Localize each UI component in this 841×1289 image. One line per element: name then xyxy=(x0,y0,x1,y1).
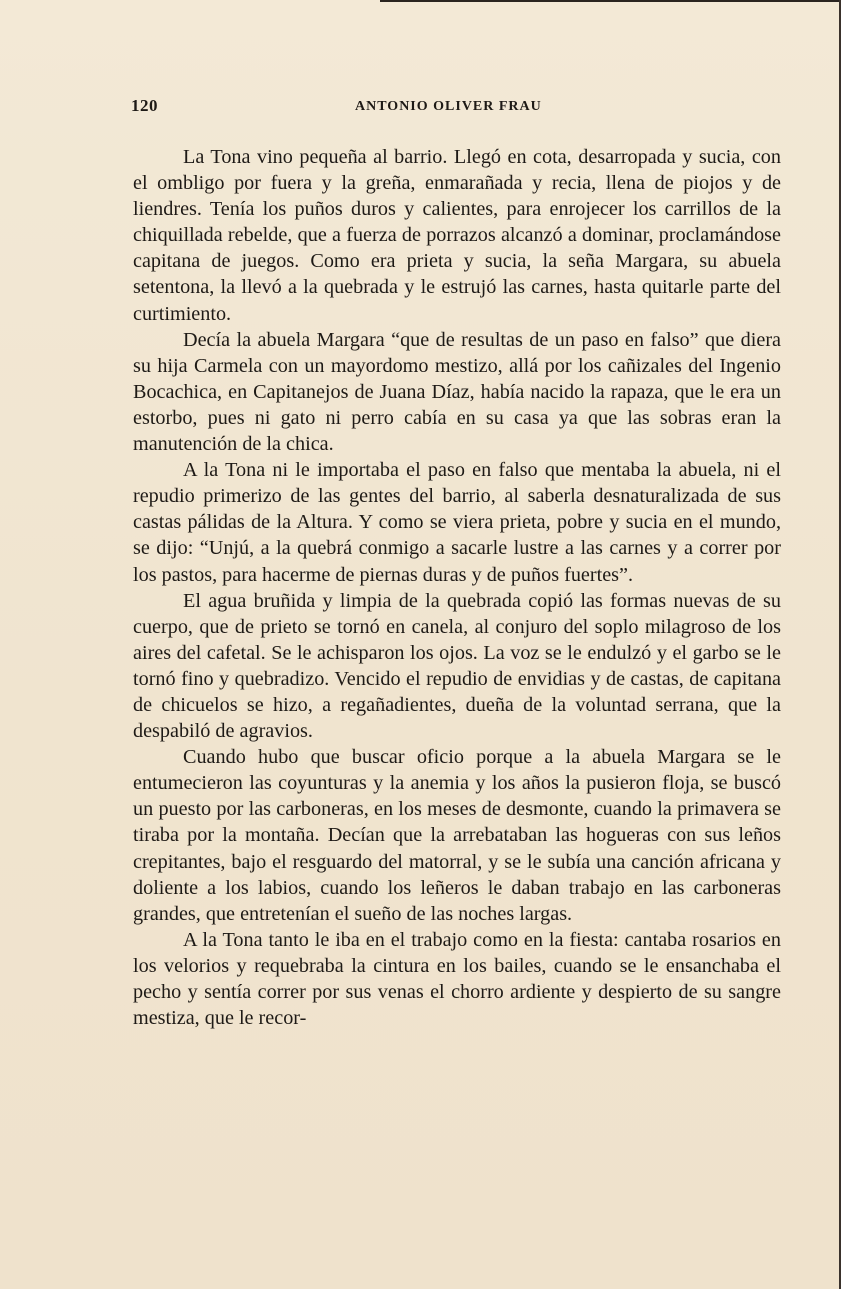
body-text xyxy=(133,144,781,1031)
paragraph: Cuando hubo que buscar oficio porque a la abuela Margara se le entumecieron las coyunturas y la anemia y los años la pusieron floja, se buscó un puesto por las carboneras, en los meses de desmonte, cuando la primavera se tiraba por la montaña. Decían que la arrebataban las hogueras con sus leños crepitantes, bajo el resguardo del matorral, y se le subía una canción africana y doliente a los labios, cuando los leñeros le daban trabajo en las carboneras grandes, que entretenían el sueño de las noches largas. xyxy=(133,746,781,925)
top-edge-rule xyxy=(380,0,841,2)
paragraph: A la Tona ni le importaba el paso en falso que mentaba la abuela, ni el repudio primerizo de las gentes del barrio, al saberla desnaturalizada de sus castas pálidas de la Altura. Y como se viera prieta, pobre y sucia en el mundo, se dijo: “Unjú, a la quebrá conmigo a sacarle lustre a las carnes y a correr por los pastos, para hacerme de piernas duras y de puños fuertes”. xyxy=(133,459,781,586)
running-head: ANTONIO OLIVER FRAU xyxy=(355,99,542,114)
page-number: 120 xyxy=(131,96,158,115)
paragraph: La Tona vino pequeña al barrio. Llegó en cota, desarropada y sucia, con el ombligo por fuera y la greña, enmarañada y recia, llena de piojos y de liendres. Tenía los puños duros y calientes, para enrojecer los carrillos de la chiquillada rebelde, que a fuerza de porrazos alcanzó a dominar, proclamándose capitana de juegos. Como era prieta y sucia, la seña Margara, su abuela setentona, la llevó a la quebrada y le estrujó las carnes, hasta quitarle parte del curtimiento. xyxy=(133,146,781,325)
paragraph: Decía la abuela Margara “que de resultas de un paso en falso” que diera su hija Carmela con un mayordomo mestizo, allá por los cañizales del Ingenio Bocachica, en Capitanejos de Juana Díaz, había nacido la rapaza, que le era un estorbo, pues ni gato ni perro cabía en su casa ya que las sobras eran la manutención de la chica. xyxy=(133,328,781,456)
page-header xyxy=(0,96,841,120)
paragraph: El agua bruñida y limpia de la quebrada copió las formas nuevas de su cuerpo, que de prieto se tornó en canela, al conjuro del soplo milagroso de los aires del cafetal. Se le achisparon los ojos. La voz se le endulzó y el garbo se le tornó fino y quebradizo. Vencido el repudio de envidias y de castas, de capitana de chicuelos se hizo, a regañadientes, dueña de la voluntad serrana, que la despabiló de agravios. xyxy=(133,589,781,743)
paragraph: A la Tona tanto le iba en el trabajo como en la fiesta: cantaba rosarios en los velorios y requebraba la cintura en los bailes, cuando se le ensanchaba el pecho y sentía correr por sus venas el chorro ardiente y despierto de su sangre mestiza, que le recor- xyxy=(133,928,781,1030)
